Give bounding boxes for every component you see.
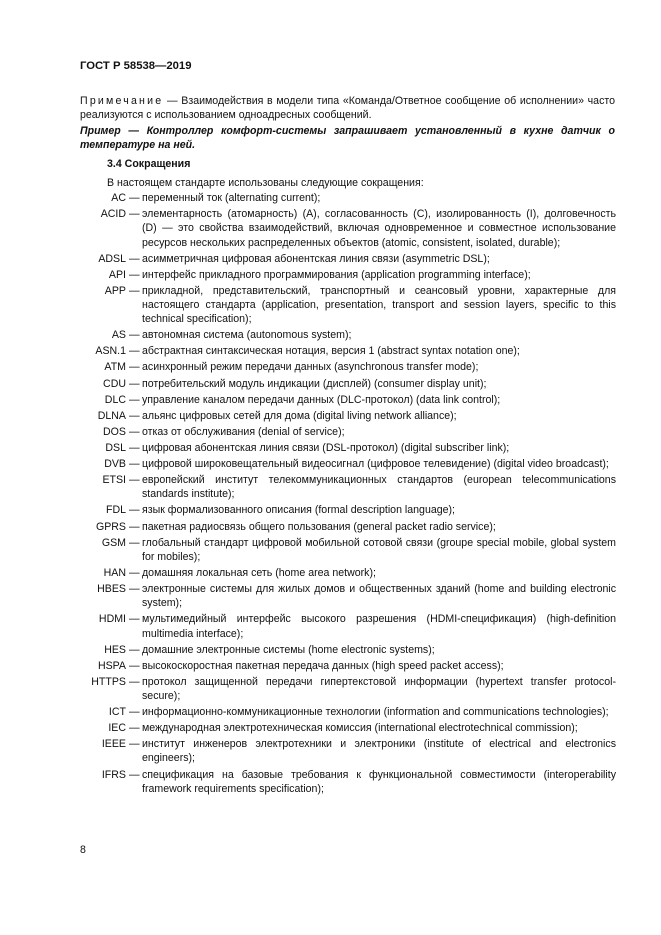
abbreviation-term: ICT: [108, 706, 126, 719]
abbreviation-dash: —: [129, 706, 140, 719]
abbreviation-dash: —: [129, 613, 140, 626]
abbreviation-row: [80, 705, 616, 719]
abbreviation-definition: международная электротехническая комиссия (international electrotechnical commission);: [142, 722, 578, 735]
abbreviation-dash: —: [129, 192, 140, 204]
abbreviation-row: [80, 377, 616, 391]
abbreviation-definition: автономная система (autonomous system);: [142, 329, 352, 342]
abbreviation-dash: —: [129, 768, 140, 781]
abbreviation-term: IEEE: [101, 738, 126, 751]
abbreviation-dash: —: [129, 361, 140, 374]
abbreviation-dash: —: [129, 284, 140, 297]
abbreviation-dash: —: [129, 393, 140, 406]
abbreviation-term: ETSI: [102, 474, 126, 487]
section-title: 3.4 Сокращения: [107, 158, 191, 170]
abbreviation-dash: —: [129, 583, 140, 595]
abbreviation-dash: —: [129, 458, 140, 471]
abbreviation-row: [80, 612, 616, 640]
abbreviation-dash: —: [129, 520, 140, 533]
abbreviation-dash: —: [129, 474, 140, 487]
abbreviation-row: [80, 360, 616, 374]
abbreviation-row: [80, 520, 616, 534]
abbreviation-definition: интерфейс прикладного программирования (application programming interface);: [142, 268, 531, 281]
abbreviation-definition: спецификация на базовые требования к функциональной совместимости (interoperability framework requirements specification);: [142, 768, 616, 795]
abbreviation-term: DSL: [105, 441, 126, 454]
abbreviation-definition: домашняя локальная сеть (home area network);: [142, 566, 376, 579]
abbreviation-term: DLNA: [97, 409, 126, 422]
abbreviation-definition: асимметричная цифровая абонентская линия связи (asymmetric DSL);: [142, 252, 490, 265]
abbreviation-row: [80, 441, 616, 455]
abbreviation-definition: глобальный стандарт цифровой мобильной сотовой связи (groupe special mobile, global system for mobiles);: [142, 536, 616, 563]
abbreviation-definition: язык формализованного описания (formal description language);: [142, 504, 455, 517]
abbreviation-row: [80, 328, 616, 342]
abbreviation-definition: мультимедийный интерфейс высокого разрешения (HDMI-спецификация) (high-definition multimedia interface);: [142, 613, 616, 640]
abbreviation-term: IEC: [108, 722, 126, 735]
abbreviation-row: [80, 457, 616, 471]
abbreviation-definition: элементарность (атомарность) (A), согласованность (C), изолированность (I), долговечность (D) — это свойства взаимодействий, включая одновременное и совместное использование ресурсов нескольких распределенных объектов (atomic, consistent, isolated, durable);: [142, 208, 616, 249]
abbreviation-row: [80, 473, 616, 501]
abbreviation-row: [80, 503, 616, 517]
abbreviation-list: [80, 191, 616, 798]
abbreviation-dash: —: [129, 566, 140, 579]
abbreviation-row: [80, 721, 616, 735]
note-paragraph: [80, 94, 615, 122]
abbreviation-definition: электронные системы для жилых домов и общественных зданий (home and building electronic system);: [142, 583, 616, 610]
note-label: Примечание: [80, 95, 164, 107]
abbreviation-dash: —: [129, 329, 140, 342]
abbreviation-row: [80, 643, 616, 657]
abbreviation-definition: домашние электронные системы (home electronic systems);: [142, 643, 435, 656]
abbreviation-row: [80, 284, 616, 327]
abbreviation-definition: институт инженеров электротехники и электроники (institute of electrical and electronics engineers);: [142, 738, 616, 765]
abbreviation-definition: прикладной, представительский, транспортный и сеансовый уровни, характерные для настоящего стандарта (application, presentation, transport and session layers, specific to this technical specification);: [142, 284, 616, 326]
abbreviation-dash: —: [129, 268, 140, 281]
abbreviation-definition: альянс цифровых сетей для дома (digital living network alliance);: [142, 409, 457, 422]
abbreviation-dash: —: [129, 675, 140, 688]
abbreviation-row: [80, 268, 616, 282]
abbreviation-definition: потребительский модуль индикации (дисплей) (consumer display unit);: [142, 377, 487, 390]
abbreviation-term: CDU: [103, 377, 126, 390]
abbreviation-definition: высокоскоростная пакетная передача данных (high speed packet access);: [142, 659, 504, 672]
page-number: 8: [80, 844, 86, 856]
abbreviation-row: [80, 409, 616, 423]
abbreviation-dash: —: [129, 722, 140, 735]
abbreviation-term: ATM: [104, 361, 126, 374]
abbreviation-row: [80, 207, 616, 250]
note-text: — Взаимодействия в модели типа «Команда/Ответное сообщение об исполнении» часто реализуются с использованием одноадресных сообщений.: [80, 95, 615, 122]
abbreviation-row: [80, 344, 616, 358]
abbreviation-definition: цифровая абонентская линия связи (DSL-протокол) (digital subscriber link);: [142, 441, 510, 454]
abbreviation-term: DVB: [104, 458, 126, 471]
abbreviation-term: API: [108, 268, 126, 281]
abbreviation-row: [80, 252, 616, 266]
abbreviation-definition: асинхронный режим передачи данных (asynchronous transfer mode);: [142, 361, 479, 374]
intro-text: В настоящем стандарте использованы следующие сокращения:: [107, 177, 424, 189]
abbreviation-row: [80, 536, 616, 564]
document-header: ГОСТ Р 58538—2019: [80, 60, 192, 72]
abbreviation-term: HAN: [103, 566, 126, 579]
abbreviation-row: [80, 768, 616, 796]
abbreviation-definition: управление каналом передачи данных (DLC-протокол) (data link control);: [142, 393, 501, 406]
abbreviation-dash: —: [129, 441, 140, 454]
abbreviation-term: APP: [104, 284, 126, 297]
abbreviation-dash: —: [129, 377, 140, 390]
abbreviation-term: HSPA: [97, 659, 126, 672]
example-paragraph: Пример — Контроллер комфорт-системы запрашивает установленный в кухне датчик о температуре на ней.: [80, 125, 615, 152]
abbreviation-term: ACID: [100, 208, 126, 221]
abbreviation-dash: —: [129, 738, 140, 751]
abbreviation-dash: —: [129, 643, 140, 656]
abbreviation-term: HES: [104, 643, 126, 656]
abbreviation-dash: —: [129, 425, 140, 438]
abbreviation-row: [80, 566, 616, 580]
abbreviation-term: IFRS: [101, 768, 126, 781]
abbreviation-dash: —: [129, 208, 140, 221]
abbreviation-definition: цифровой широковещательный видеосигнал (цифровое телевидение) (digital video broadcast);: [142, 458, 609, 471]
abbreviation-dash: —: [129, 659, 140, 672]
abbreviation-row: [80, 659, 616, 673]
abbreviation-definition: отказ от обслуживания (denial of service);: [142, 425, 345, 438]
abbreviation-term: HDMI: [98, 613, 126, 626]
abbreviation-term: FDL: [105, 504, 126, 517]
abbreviation-definition: переменный ток (alternating current);: [142, 192, 321, 204]
abbreviation-definition: протокол защищенной передачи гипертекстовой информации (hypertext transfer protocol-secure);: [142, 675, 616, 702]
abbreviation-row: [80, 393, 616, 407]
abbreviation-row: [80, 191, 616, 205]
abbreviation-term: GPRS: [95, 520, 126, 533]
abbreviation-definition: европейский институт телекоммуникационных стандартов (european telecommunications standards institute);: [142, 474, 616, 501]
abbreviation-dash: —: [129, 252, 140, 265]
abbreviation-definition: пакетная радиосвязь общего пользования (general packet radio service);: [142, 520, 496, 533]
abbreviation-dash: —: [129, 536, 140, 549]
abbreviation-row: [80, 425, 616, 439]
abbreviation-row: [80, 582, 616, 610]
abbreviation-definition: абстрактная синтаксическая нотация, версия 1 (abstract syntax notation one);: [142, 345, 520, 358]
abbreviation-term: DOS: [103, 425, 126, 438]
abbreviation-dash: —: [129, 345, 140, 358]
abbreviation-term: ADSL: [98, 252, 126, 265]
abbreviation-term: HBES: [97, 583, 126, 595]
abbreviation-row: [80, 737, 616, 765]
abbreviation-term: HTTPS: [91, 675, 126, 688]
abbreviation-dash: —: [129, 504, 140, 517]
abbreviation-term: DLC: [104, 393, 126, 406]
abbreviation-term: GSM: [101, 536, 126, 549]
abbreviation-term: ASN.1: [95, 345, 126, 358]
abbreviation-row: [80, 675, 616, 703]
abbreviation-term: AC: [111, 192, 126, 204]
abbreviation-dash: —: [129, 409, 140, 422]
abbreviation-definition: информационно-коммуникационные технологии (information and communications technologies);: [142, 706, 609, 719]
abbreviation-term: AS: [111, 329, 126, 342]
